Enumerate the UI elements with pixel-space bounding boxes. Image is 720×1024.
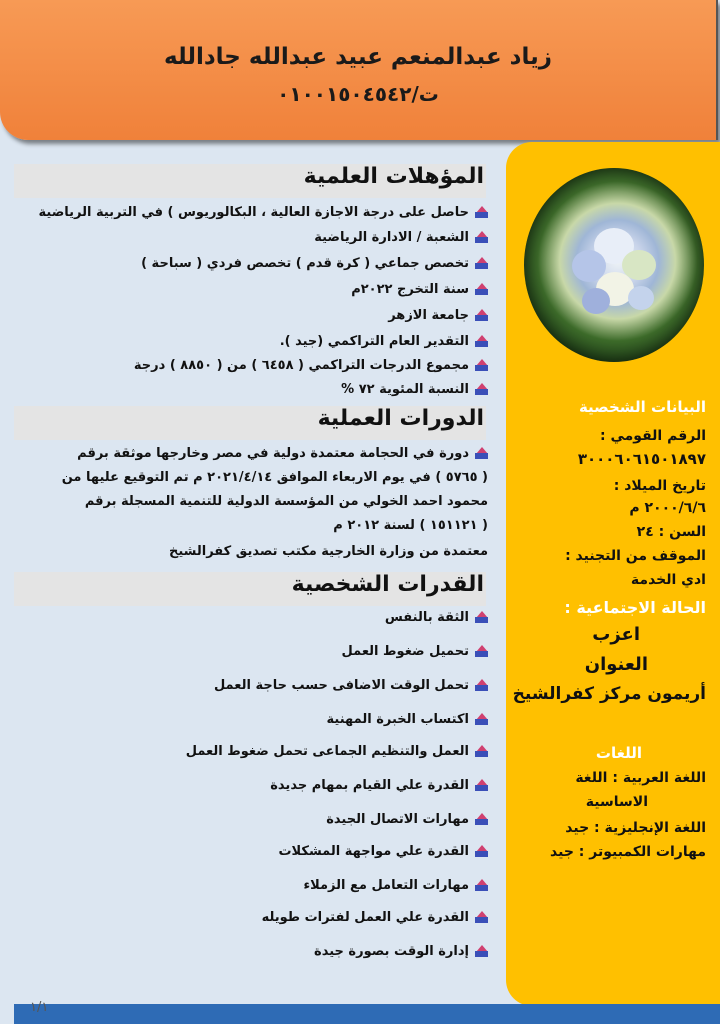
birth-date-label: تاريخ الميلاد : <box>613 478 706 494</box>
ability-item: الثقة بالنفس <box>385 610 488 625</box>
ability-item: القدرة علي القيام بمهام جديدة <box>270 778 488 793</box>
bullet-icon <box>475 779 488 792</box>
page-number: ١/١ <box>30 1000 49 1015</box>
national-id-value: ٣٠٠٠٦٠٦١٥٠١٨٩٧ <box>577 450 706 468</box>
bullet-icon <box>475 231 488 244</box>
address-value: أريمون مركز كفرالشيخ <box>512 684 706 704</box>
arabic-level-line1: اللغة العربية : اللغة <box>575 770 706 786</box>
bullet-icon <box>475 879 488 892</box>
marital-status-label: الحالة الاجتماعية : <box>564 598 706 617</box>
ability-item: مهارات التعامل مع الزملاء <box>303 878 488 893</box>
ability-item: تحمل الوقت الاضافى حسب حاجة العمل <box>214 678 488 693</box>
bullet-icon <box>475 813 488 826</box>
bullet-icon <box>475 383 488 396</box>
qualifications-heading: المؤهلات العلمية <box>14 164 486 198</box>
courses-heading: الدورات العملية <box>14 406 486 440</box>
header-banner <box>0 0 718 140</box>
course-line: معتمدة من وزارة الخارجية مكتب تصديق كفرالشيخ <box>168 544 488 559</box>
ability-item: العمل والتنظيم الجماعى تحمل ضغوط العمل <box>186 744 488 759</box>
bullet-icon <box>475 206 488 219</box>
bullet-icon <box>475 713 488 726</box>
bullet-icon <box>475 679 488 692</box>
bullet-icon <box>475 335 488 348</box>
qualification-item: النسبة المئوية ٧٢ % <box>341 382 488 397</box>
bullet-icon <box>475 611 488 624</box>
bullet-icon <box>475 945 488 958</box>
english-level: اللغة الإنجليزية : جيد <box>565 820 706 836</box>
bullet-icon <box>475 447 488 460</box>
ability-item: تحميل ضغوط العمل <box>342 644 488 659</box>
address-label: العنوان <box>584 654 648 675</box>
footer-bar <box>14 1004 720 1024</box>
candidate-phone: ت/٠١٠٠١٥٠٤٥٤٢ <box>277 82 439 106</box>
languages-title: اللغات <box>595 744 642 762</box>
bullet-icon <box>475 845 488 858</box>
course-line: محمود احمد الخولي من المؤسسة الدولية للتنمية المسجلة برقم <box>84 494 488 509</box>
ability-item: اكتساب الخبرة المهنية <box>327 712 488 727</box>
ability-item: القدرة علي مواجهة المشكلات <box>278 844 488 859</box>
bullet-icon <box>475 283 488 296</box>
ability-item: إدارة الوقت بصورة جيدة <box>314 944 488 959</box>
qualification-item: التقدير العام التراكمي (جيد ). <box>280 334 488 349</box>
birth-date-value: ٢٠٠٠/٦/٦ م <box>629 500 706 516</box>
abilities-heading: القدرات الشخصية <box>14 572 486 606</box>
age-value: السن : ٢٤ <box>636 524 706 540</box>
ability-item: القدرة علي العمل لفترات طويله <box>262 910 488 925</box>
military-status-value: ادي الخدمة <box>630 572 706 588</box>
qualification-item: جامعة الازهر <box>388 308 488 323</box>
bullet-icon <box>475 257 488 270</box>
bullet-icon <box>475 309 488 322</box>
marital-status-value: اعزب <box>592 624 640 645</box>
qualification-item: الشعبة / الادارة الرياضية <box>314 230 488 245</box>
bullet-icon <box>475 745 488 758</box>
bullet-icon <box>475 645 488 658</box>
computer-skills: مهارات الكمبيوتر : جيد <box>550 844 706 860</box>
bullet-icon <box>475 911 488 924</box>
profile-photo <box>524 168 704 362</box>
military-status-label: الموقف من التجنيد : <box>565 548 706 564</box>
course-line: ( ٥٧٦٥ ) في يوم الاربعاء الموافق ٢٠٢١/٤/١٤ م تم التوقيع عليها من <box>61 470 488 485</box>
course-line: ( ١٥١١٢١ ) لسنة ٢٠١٢ م <box>333 518 488 533</box>
national-id-label: الرقم القومي : <box>600 428 706 444</box>
candidate-name: زياد عبدالمنعم عبيد عبدالله جادالله <box>164 44 552 70</box>
qualification-item: سنة التخرج ٢٠٢٢م <box>351 282 488 297</box>
bullet-icon <box>475 359 488 372</box>
qualification-item: مجموع الدرجات التراكمي ( ٦٤٥٨ ) من ( ٨٨٥٠ ) درجة <box>134 358 488 373</box>
personal-info-title: البيانات الشخصية <box>578 398 706 416</box>
qualification-item: تخصص جماعي ( كرة قدم ) تخصص فردي ( سباحة ) <box>141 256 488 271</box>
course-line: دورة في الحجامة معتمدة دولية في مصر وخارجها موثقة برقم <box>77 446 488 461</box>
arabic-level-line2: الاساسية <box>585 794 648 810</box>
ability-item: مهارات الاتصال الجيدة <box>326 812 488 827</box>
qualification-item: حاصل على درجة الاجازة العالية ، البكالوريوس ) في التربية الرياضية <box>39 205 488 220</box>
